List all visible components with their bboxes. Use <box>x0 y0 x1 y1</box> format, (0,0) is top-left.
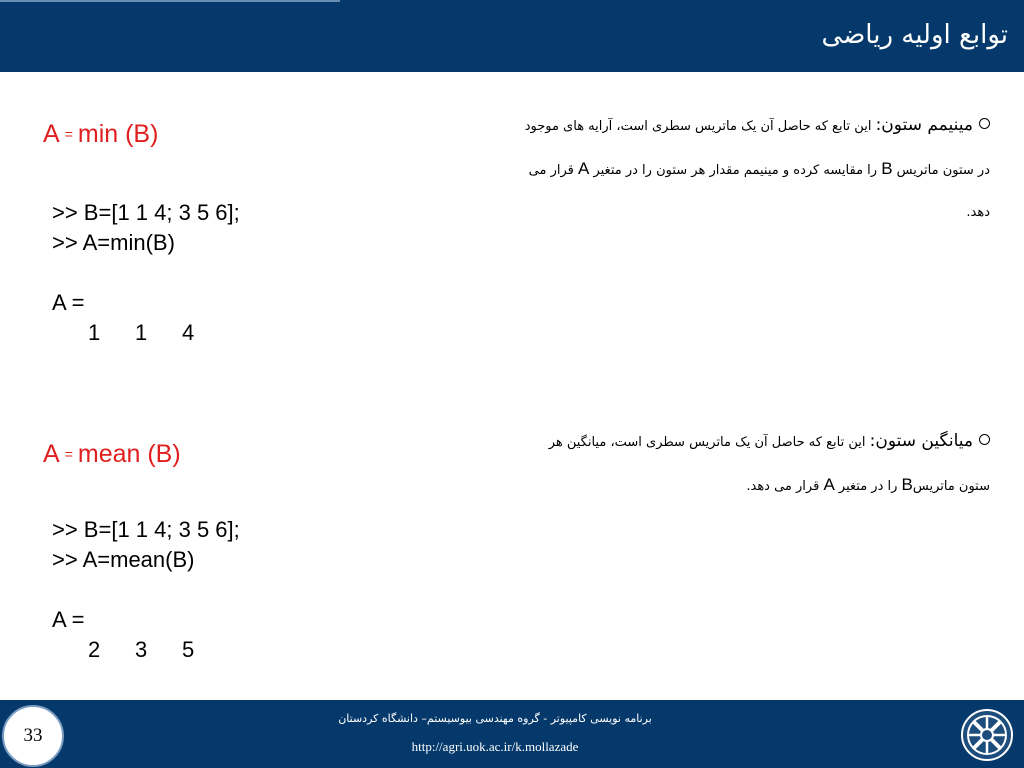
page-number: 33 <box>2 705 64 767</box>
min-result-label: A = <box>52 290 85 315</box>
mean-code-block <box>52 515 240 665</box>
mean-code-line-2: >> A=mean(B) <box>52 547 195 572</box>
slide-title: توابع اولیه ریاضی <box>821 20 1008 50</box>
min-code-block <box>52 198 240 348</box>
min-formula-left: A <box>43 120 60 148</box>
header-accent-line <box>0 0 340 2</box>
min-code-line-1: >> B=[1 1 4; 3 5 6]; <box>52 200 240 225</box>
footer-course-text: برنامه نویسی کامپیوتر - گروه مهندسی بیوسیستم– دانشگاه کردستان <box>338 712 652 725</box>
mean-code-line-1: >> B=[1 1 4; 3 5 6]; <box>52 517 240 542</box>
footer-bar <box>0 700 1024 768</box>
mean-description-var-a: A <box>823 475 835 494</box>
min-description-text-3: قرار می دهد. <box>528 163 990 220</box>
mean-result-value: 2 <box>88 637 101 662</box>
footer-url: http://agri.uok.ac.ir/k.mollazade <box>411 739 579 754</box>
min-description-text-2: را مقایسه کرده و مینیمم مقدار هر ستون را در متغیر <box>589 163 882 178</box>
bullet-circle-icon <box>979 434 990 445</box>
min-formula-right: min (B) <box>77 120 159 148</box>
mean-result-value: 3 <box>135 637 148 662</box>
mean-description-text-3: قرار می دهد. <box>746 479 824 494</box>
mean-description <box>520 420 990 508</box>
mean-description-var-b: B <box>901 475 913 494</box>
min-result-value: 1 <box>135 320 148 345</box>
mean-formula <box>43 440 181 469</box>
min-result-value: 4 <box>182 320 195 345</box>
mean-description-lead: میانگین ستون: <box>869 431 973 451</box>
header-bar <box>0 0 1024 72</box>
mean-formula-equals: = <box>64 446 73 462</box>
bullet-circle-icon <box>979 118 990 129</box>
min-formula-equals: = <box>64 126 73 142</box>
mean-description-text-1: این تابع که حاصل آن یک ماتریس سطری است، میانگین هر ستون ماتریس <box>548 435 990 494</box>
min-description-lead: مینیمم ستون: <box>875 115 973 135</box>
min-result-value: 1 <box>88 320 101 345</box>
mean-code-blank-line <box>52 575 240 605</box>
min-description-var-b: B <box>881 159 893 178</box>
min-formula <box>43 120 158 149</box>
mean-description-text-2: را در متغیر <box>834 479 902 494</box>
mean-result-values <box>52 635 240 665</box>
mean-result-label: A = <box>52 607 85 632</box>
min-result-values <box>52 318 240 348</box>
min-code-blank-line <box>52 258 240 288</box>
min-code-line-2: >> A=min(B) <box>52 230 175 255</box>
min-description-var-a: A <box>577 159 590 178</box>
mean-formula-right: mean (B) <box>77 440 181 468</box>
university-logo-icon <box>960 708 1014 762</box>
mean-formula-left: A <box>43 440 60 468</box>
min-description <box>520 104 990 234</box>
min-description-text-1: این تابع که حاصل آن یک ماتریس سطری است، آرایه های موجود در ستون ماتریس <box>524 119 990 178</box>
mean-result-value: 5 <box>182 637 195 662</box>
